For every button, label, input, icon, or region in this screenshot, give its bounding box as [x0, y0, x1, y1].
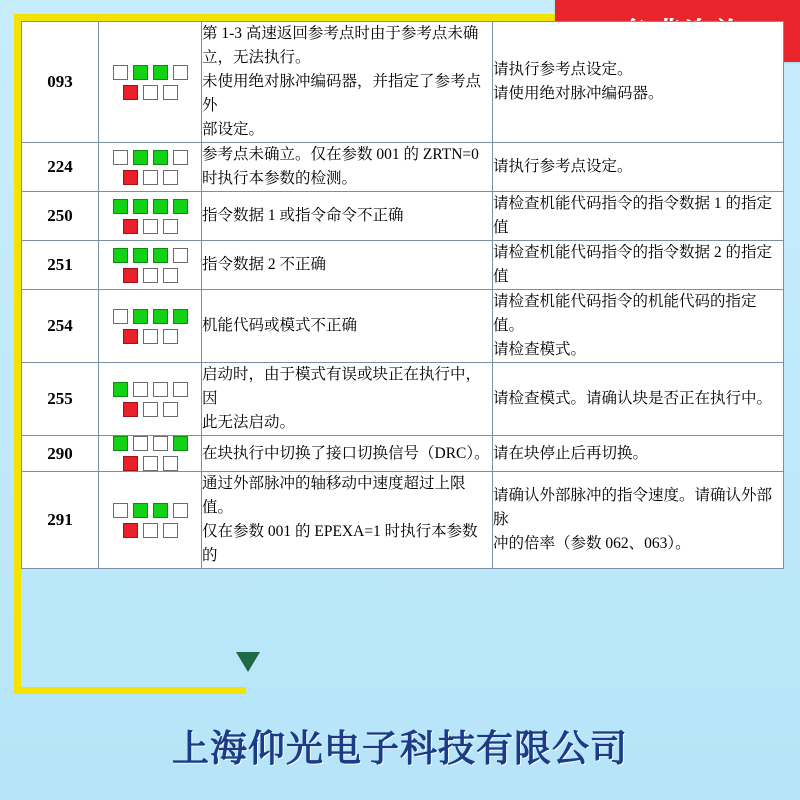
- error-code-cell: 224: [22, 143, 99, 192]
- led-grid: [99, 65, 201, 100]
- led-green-icon: [133, 503, 148, 518]
- recommended-action-cell: [493, 192, 784, 241]
- led-off-icon: [143, 268, 158, 283]
- table-row: [22, 192, 784, 241]
- led-off-icon: [133, 382, 148, 397]
- led-green-icon: [113, 248, 128, 263]
- led-off-icon: [143, 523, 158, 538]
- led-indicator-cell: [99, 290, 202, 363]
- error-code-table: [21, 21, 784, 569]
- led-grid: [99, 150, 201, 185]
- led-row-bottom: [123, 170, 178, 185]
- error-code-cell: 251: [22, 241, 99, 290]
- description-line: 启动时，由于模式有误或块正在执行中，因: [202, 366, 482, 408]
- led-indicator-cell: [99, 192, 202, 241]
- description-line: 第 1-3 高速返回参考点时由于参考点未确: [202, 25, 479, 42]
- error-code-cell: 290: [22, 436, 99, 472]
- led-green-icon: [153, 65, 168, 80]
- led-row-bottom: [123, 402, 178, 417]
- description-line: 通过外部脉冲的轴移动中速度超过上限值。: [202, 475, 466, 517]
- recommended-action-cell: [493, 363, 784, 436]
- led-green-icon: [133, 65, 148, 80]
- description-line: 未使用绝对脉冲编码器，并指定了参考点外: [202, 73, 482, 115]
- led-green-icon: [153, 309, 168, 324]
- action-line: 请检查机能代码指令的指令数据 2 的指定值: [493, 244, 773, 286]
- led-row-top: [113, 436, 188, 451]
- led-green-icon: [133, 199, 148, 214]
- recommended-action-cell: [493, 436, 784, 472]
- error-description-cell: [202, 472, 493, 569]
- led-grid: [99, 436, 201, 471]
- error-code-cell: 254: [22, 290, 99, 363]
- description-line: 仅在参数 001 的 EPEXA=1 时执行本参数的: [202, 523, 478, 565]
- table-row: [22, 472, 784, 569]
- led-row-top: [113, 248, 188, 263]
- led-off-icon: [143, 402, 158, 417]
- led-row-top: [113, 199, 188, 214]
- company-name: 上海仰光电子科技有限公司: [172, 729, 628, 770]
- led-row-bottom: [123, 219, 178, 234]
- led-off-icon: [133, 436, 148, 451]
- led-green-icon: [153, 503, 168, 518]
- led-off-icon: [163, 268, 178, 283]
- description-line: 指令数据 2 不正确: [202, 256, 327, 274]
- action-line: 请检查模式。请确认块是否正在执行中。: [493, 390, 773, 408]
- led-off-icon: [113, 503, 128, 518]
- frame-top-line: [14, 14, 562, 21]
- table-row: [22, 363, 784, 436]
- led-row-bottom: [123, 456, 178, 471]
- recommended-action-cell: [493, 143, 784, 192]
- error-description-cell: [202, 192, 493, 241]
- led-off-icon: [143, 456, 158, 471]
- recommended-action-cell: [493, 290, 784, 363]
- led-off-icon: [163, 456, 178, 471]
- led-red-icon: [123, 170, 138, 185]
- led-grid: [99, 503, 201, 538]
- led-red-icon: [123, 329, 138, 344]
- table-row: [22, 143, 784, 192]
- led-indicator-cell: [99, 241, 202, 290]
- action-line: 冲的倍率（参数 062、063）。: [493, 535, 691, 553]
- led-grid: [99, 309, 201, 344]
- action-line: 请在块停止后再切换。: [493, 444, 649, 462]
- led-green-icon: [133, 309, 148, 324]
- led-off-icon: [163, 170, 178, 185]
- led-row-top: [113, 503, 188, 518]
- led-indicator-cell: [99, 472, 202, 569]
- led-off-icon: [113, 150, 128, 165]
- action-line: 请执行参考点设定。: [493, 61, 633, 79]
- led-off-icon: [143, 170, 158, 185]
- action-line: 请检查模式。: [493, 341, 587, 359]
- error-description-cell: [202, 143, 493, 192]
- led-red-icon: [123, 456, 138, 471]
- led-red-icon: [123, 523, 138, 538]
- led-red-icon: [123, 85, 138, 100]
- led-green-icon: [173, 199, 188, 214]
- led-indicator-cell: [99, 22, 202, 143]
- led-row-top: [113, 382, 188, 397]
- error-code-cell: 255: [22, 363, 99, 436]
- led-off-icon: [163, 85, 178, 100]
- led-green-icon: [133, 150, 148, 165]
- error-description-cell: [202, 241, 493, 290]
- led-off-icon: [163, 402, 178, 417]
- led-row-bottom: [123, 523, 178, 538]
- led-red-icon: [123, 402, 138, 417]
- error-description-cell: [202, 22, 493, 143]
- led-row-top: [113, 150, 188, 165]
- led-off-icon: [173, 503, 188, 518]
- led-off-icon: [143, 85, 158, 100]
- action-line: 请确认外部脉冲的指令速度。请确认外部脉: [493, 487, 773, 529]
- led-green-icon: [173, 436, 188, 451]
- led-off-icon: [173, 65, 188, 80]
- led-red-icon: [123, 219, 138, 234]
- led-off-icon: [163, 523, 178, 538]
- recommended-action-cell: [493, 241, 784, 290]
- led-green-icon: [153, 199, 168, 214]
- led-off-icon: [113, 309, 128, 324]
- green-arrow-marker: [236, 652, 260, 672]
- frame-left-line: [14, 14, 21, 694]
- led-off-icon: [173, 150, 188, 165]
- led-green-icon: [133, 248, 148, 263]
- led-green-icon: [173, 309, 188, 324]
- led-off-icon: [163, 219, 178, 234]
- led-green-icon: [113, 436, 128, 451]
- led-row-top: [113, 309, 188, 324]
- description-line: 机能代码或模式不正确: [202, 317, 358, 335]
- led-green-icon: [153, 248, 168, 263]
- description-line: 参考点未确立。仅在参数 001 的 ZRTN=0: [202, 146, 479, 164]
- led-green-icon: [113, 199, 128, 214]
- led-off-icon: [173, 248, 188, 263]
- action-line: 请执行参考点设定。: [493, 158, 633, 176]
- frame-bottom-line: [14, 687, 246, 694]
- error-code-cell: 291: [22, 472, 99, 569]
- led-off-icon: [143, 329, 158, 344]
- action-line: 请检查机能代码指令的指令数据 1 的指定值: [493, 195, 773, 237]
- recommended-action-cell: [493, 22, 784, 143]
- action-line: 请检查机能代码指令的机能代码的指定值。: [493, 293, 757, 335]
- led-indicator-cell: [99, 143, 202, 192]
- led-off-icon: [153, 382, 168, 397]
- led-indicator-cell: [99, 436, 202, 472]
- table-row: [22, 290, 784, 363]
- led-grid: [99, 199, 201, 234]
- led-row-top: [113, 65, 188, 80]
- error-description-cell: [202, 363, 493, 436]
- led-off-icon: [153, 436, 168, 451]
- led-red-icon: [123, 268, 138, 283]
- table-row: [22, 22, 784, 143]
- description-line: 指令数据 1 或指令命令不正确: [202, 207, 404, 225]
- description-line: 在块执行中切换了接口切换信号（DRC）。: [202, 444, 490, 462]
- table-row: [22, 241, 784, 290]
- led-off-icon: [173, 382, 188, 397]
- error-code-cell: 250: [22, 192, 99, 241]
- action-line: 请使用绝对脉冲编码器。: [493, 85, 664, 103]
- description-line: 立，无法执行。: [202, 49, 311, 67]
- led-grid: [99, 382, 201, 417]
- error-description-cell: [202, 436, 493, 472]
- recommended-action-cell: [493, 472, 784, 569]
- led-indicator-cell: [99, 363, 202, 436]
- led-off-icon: [113, 65, 128, 80]
- led-off-icon: [143, 219, 158, 234]
- led-off-icon: [163, 329, 178, 344]
- error-code-cell: 093: [22, 22, 99, 143]
- error-code-table-container: [21, 21, 781, 569]
- led-green-icon: [153, 150, 168, 165]
- description-line: 时执行本参数的检测。: [202, 170, 358, 188]
- led-grid: [99, 248, 201, 283]
- description-line: 部设定。: [202, 121, 265, 139]
- led-row-bottom: [123, 268, 178, 283]
- led-row-bottom: [123, 329, 178, 344]
- led-row-bottom: [123, 85, 178, 100]
- error-description-cell: [202, 290, 493, 363]
- led-green-icon: [113, 382, 128, 397]
- description-line: 此无法启动。: [202, 414, 296, 432]
- table-row: [22, 436, 784, 472]
